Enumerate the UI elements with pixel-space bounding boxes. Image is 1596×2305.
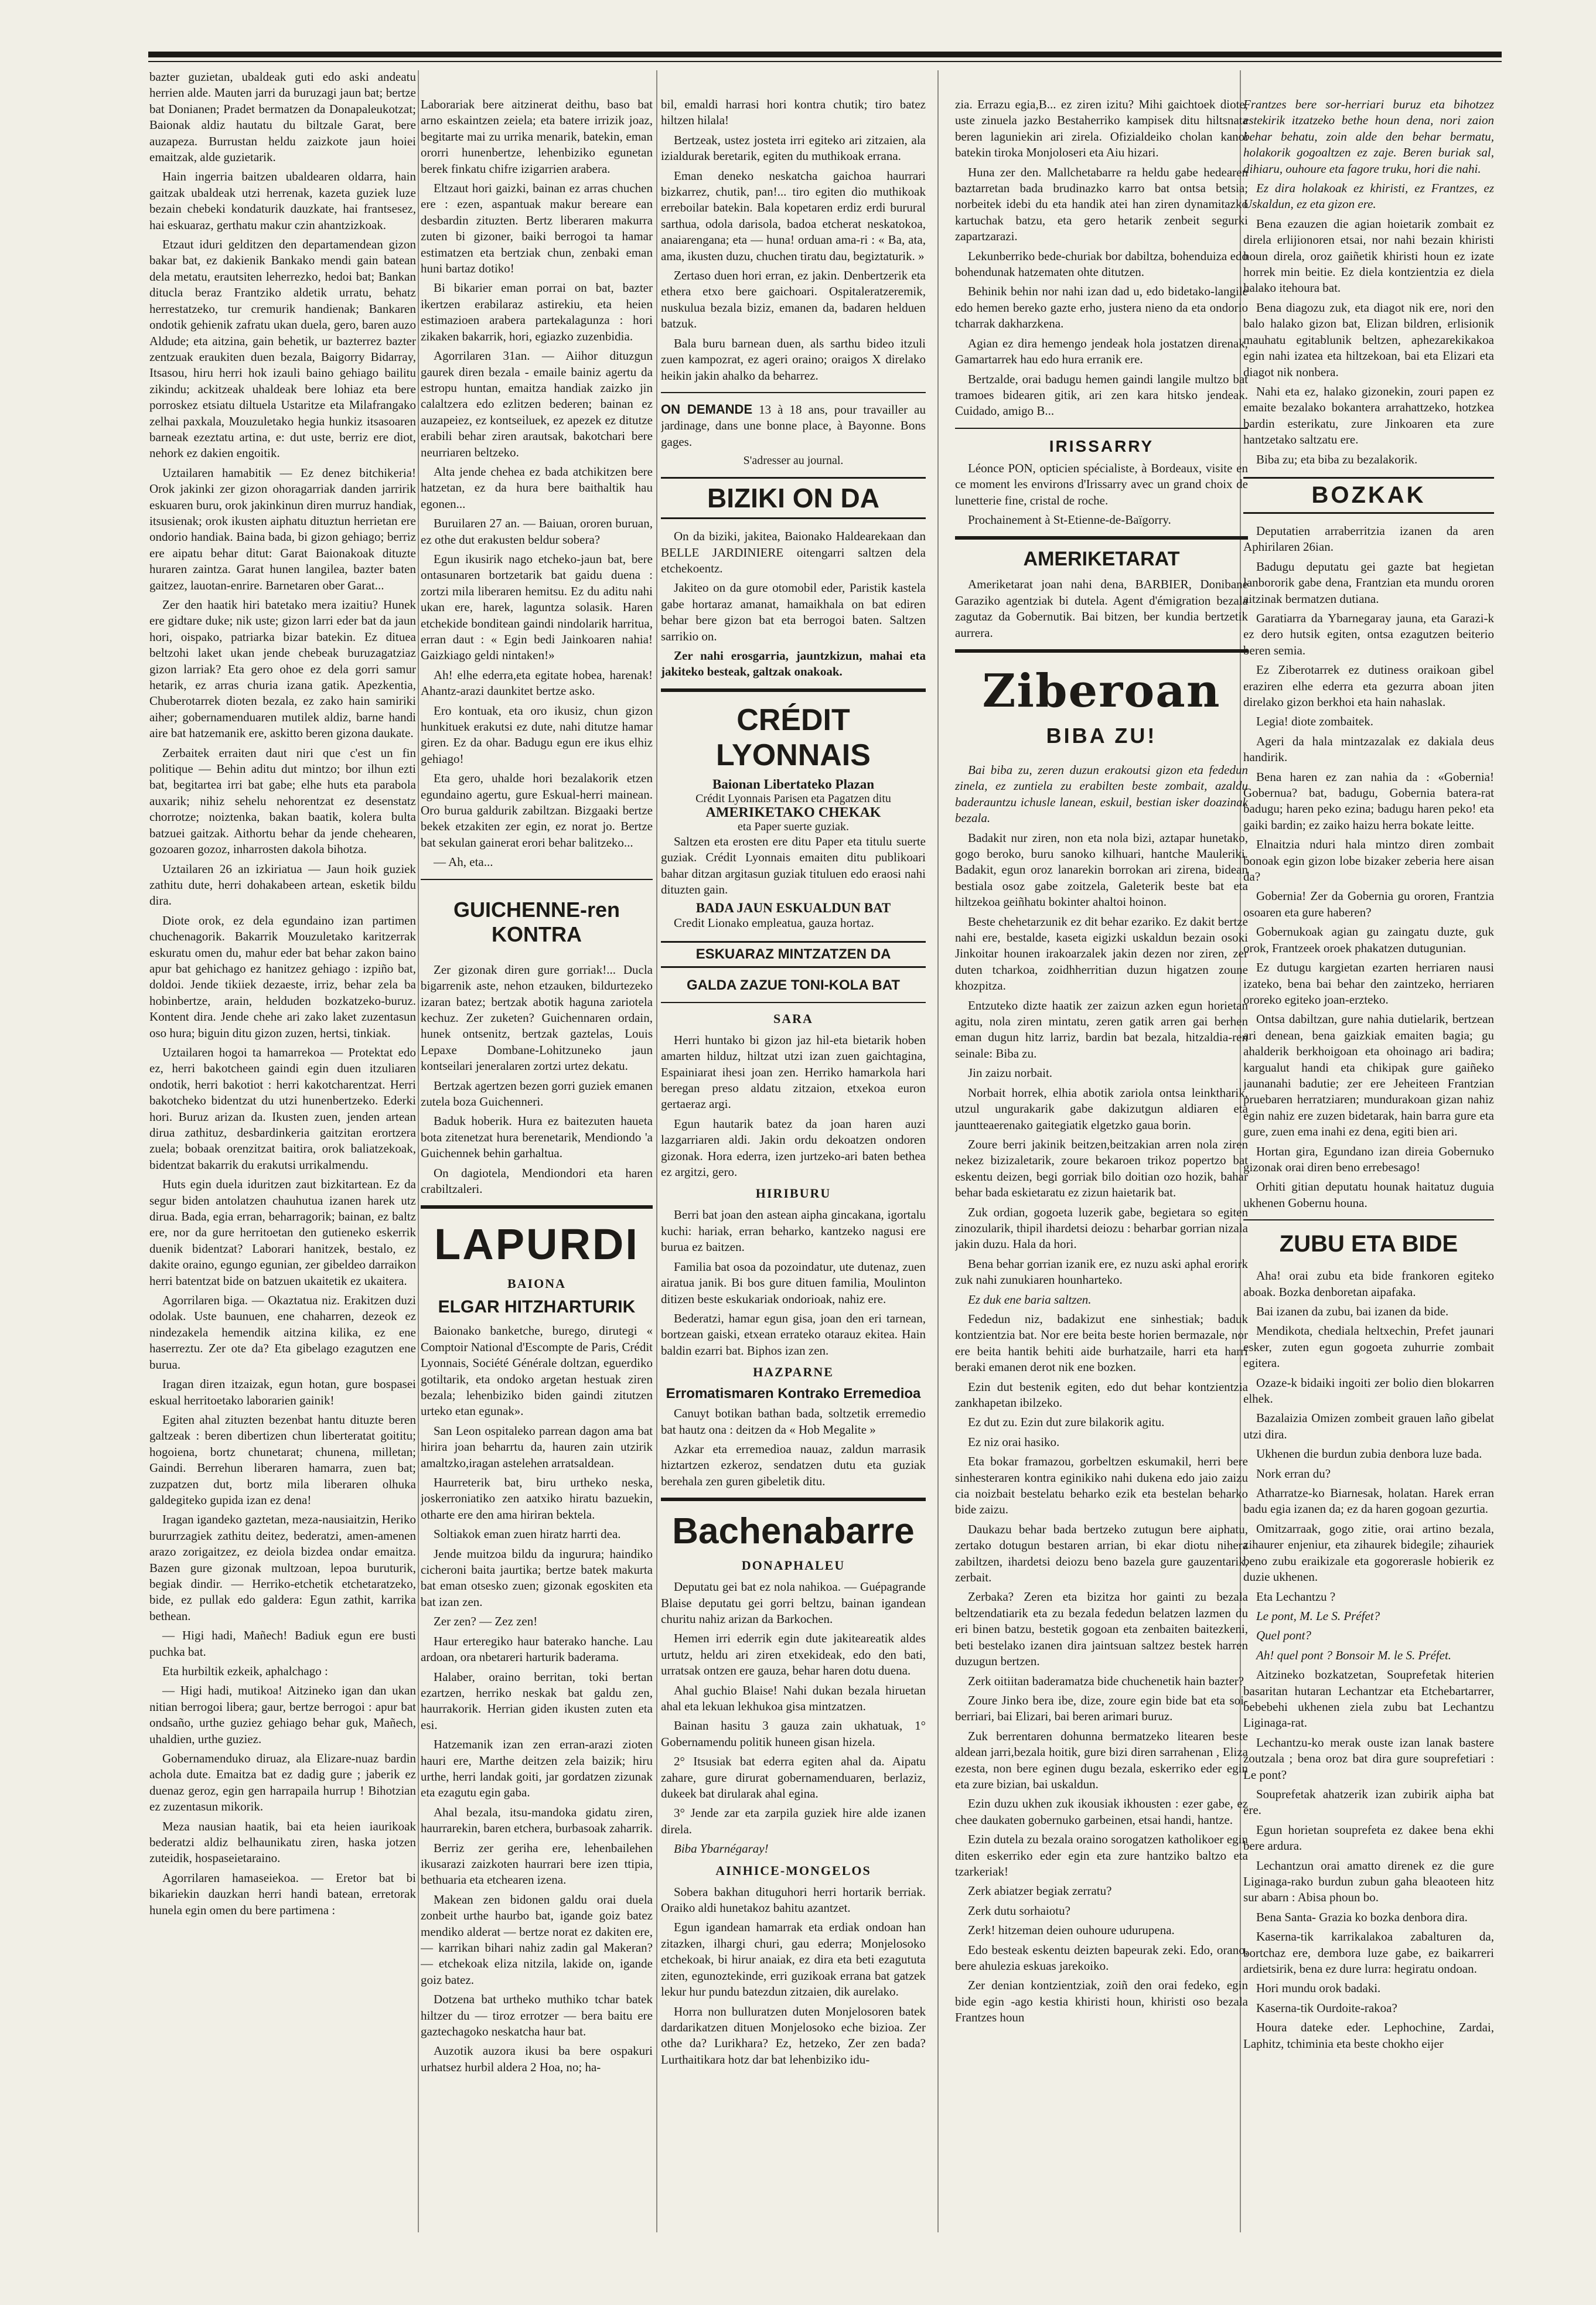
ad-text: Zer nahi erosgarria, jauntzkizun, mahai eta jakiteko besteak, galtzak onakoak. [661, 648, 926, 679]
paragraph: Ah! quel pont ? Bonsoir M. le S. Préfet. [1256, 1648, 1452, 1662]
paragraph: Haurreterik bat, biru urtheko neskа, joskerroniatiko zen aatxiko hiratu bazuekin, otharte ere den ama hiriran bektela. [421, 1475, 653, 1522]
section-rule [1243, 1219, 1494, 1220]
paragraph: Legia! diote zombaitek. [1256, 714, 1374, 729]
paragraph: Bena haren ez zan nahia da : «Gobernia! Gobernua? bat, badugu, Gobernia batera-rat badugu; haren peko ezina; badugu haren peko! eta gaiki bardin; ez zaiko haizu herra bokate leitte. [1243, 769, 1494, 832]
paragraph: Ez dut zu. Ezin dut zure bilakorik agitu. [968, 1415, 1165, 1430]
paragraph: Ontsa dabiltzan, gure nahia dutielarik, bertzean ari denean, bena gaizkiak emaiten bagia; gu ahalderik berkhoigoan eta ohoinago ari badira; kargualut handi eta chikipak gure gaiñeko jaunanahi badutie; zer ere Jeheiteen Frantzian pruebaren herratziaren; mundurakoan gizan nahiz egin nahiz ere zuzen bidetarak, hain barra gure eta gure, zuen ema inahi ez dena, egiti bien ari. [1243, 1012, 1494, 1139]
paragraph: Hain ingerria baitzen ubaldearen oldarra, hain gaitzak ubaldeak utzi herrenak, kazeta guziek luze bezain chebeki kondaturik dauzkate, hai frantsesez, hai eskuaraz, gerthatu makur czin ahantzizkoak. [149, 169, 416, 232]
paragraph: Bainan hasitu 3 gauza zain ukhatuak, 1° Gobernamendu politik huneen gisan hizela. [661, 1718, 926, 1749]
paragraph: Bi bikarier eman porrai on bat, bazter ikertzen erabilaraz astirekiu, eta heien estimazioen arabera partekalagunza : hori zikaken bakarrik, hori, egiazko zuzenbidia. [421, 281, 653, 343]
column-divider [656, 70, 657, 2232]
paragraph: Zer den haatik hiri batetako mera izaitiu? Hunek ere gidtare duke; nik uste; gizon larri eder bat da jaun hori, oispako, patriarka bizar batekin. Ez dituea beltzohi laket ukan jende chebeak buruzagatziaz gizon larriak? Eta gero ohoe ez dela gorri samur hetarik, ez arras churia izana gatik. Apezkentia, Chuberotarrek dioten bezala, ez zako hain samiriki aiher; gobernamenduaren mutilek aldiz, barne handi aire bat hatzemanik ere, askitto beren gizona daukate. [149, 598, 416, 741]
paragraph: 3° Jende zar eta zarpila guziek hire alde izanen direla. [661, 1806, 926, 1836]
paragraph: Elnaitzia nduri hala mintzo diren zombait bonoak egin gizon lobe bizaker zeberia here aisan da? [1243, 837, 1494, 884]
section-rule [661, 392, 926, 393]
article-heading: ELGAR HITZHARTURIK [438, 1297, 636, 1317]
town-heading: HAZPARNE [753, 1365, 834, 1380]
paragraph: Edo besteak eskentu deizten bapeurak zeki. Edo, orano, bere ahulezia eskuas jarekoiko. [955, 1942, 1248, 1973]
paragraph: Meza nausian haatik, bai eta heien iaurikoak bederatzi aldiz belhaunikatu ziren, haska jotzen zuteidik, hospaseietaraino. [149, 1819, 416, 1866]
paragraph: Ez duk ene baria saltzen. [968, 1292, 1092, 1307]
paragraph: Baduk hoberik. Hura ez baitezuten haueta bota zitenetzat hura berenetarik, Mendiondo 'a Guichennek behin garhaltua. [421, 1114, 653, 1161]
paragraph: Prochainement à St-Etienne-de-Baïgorry. [968, 512, 1171, 527]
paragraph: Bai biba zu, zeren duzun erakoutsi gizon eta fededun zinela, ez zuntiela zu erabilten beste zombait, azaldu baderauntzu ichusle lanean, eskuil, bestian isker doazinak bezala. [955, 762, 1248, 826]
paragraph: Soltiakok eman zuen hiratz harrti dea. [434, 1527, 621, 1542]
paragraph: Fededun niz, badakizut ene sinhestiak; baduk kontzientzia bat. Nor ere beita beste horien bermazale, nor ere beita hantik behiti aide burhatzaile, harri eta harri beraki emanen derot nik ene bozken. [955, 1311, 1248, 1375]
column-divider [937, 70, 939, 2232]
ad-text: Saltzen eta erosten ere ditu Paper eta titulu suerte guziak. Crédit Lyonnais emaiten ditu publikoari bahar ditzan argitasun guziak tituluen edo eraosi nahi dituzten gain. [661, 834, 926, 896]
paragraph: Bena Santa- Grazia ko bozka denbora dira. [1256, 1910, 1468, 1924]
paragraph: Etzaut iduri gelditzen den departamendean gizon bakar bat, ez dakienik Bankako mendi gain batean dela metatu, erautsiten leherrezko, hedoi bat; Bankan ditucla beraz Frantziko aldetik urratu, behatz herrestatzeko, tur cremurik handienak; Bankaren ondotik gehienik zafratu ukan duela, gero, baren auzo Aldude; eta aitzina, gain behetik, ur bazterrez bazter zentzuak eraukiten duen bezala, Baigorry Bidarray, Itsasou, hiru herri hok izauli baino gehiago bailitu zikindu; ackitzeak uhaldeak bere lohiaz eta bere porroskez etsiatu diltuela Ustaritze eta Milafrangako zelhai paxkala, Mouzuletako hegia hunkiz itsasoaren barneak ezeztatu artina, e: dut uste, berriz ere diot, nehork ez dakien engoitik. [149, 237, 416, 461]
town-heading: HIRIBURU [755, 1186, 831, 1201]
paragraph: Ez dutugu kargietan ezarten herriaren nausi izateko, bena bai behar den zaintzeko, herriaren ororeko egiteko joan-erzteko. [1243, 960, 1494, 1007]
paragraph: Huts egin duela iduritzen zaut bizkitartean. Ez da segur biden antolatzen chauhutua izanen harek utz dirua. Bada, egia erran, beharragorik; bainan, ez baltz ere, nor da gure herritoetan den gutieneko eskerrik duenik bidentzat? Laborari hanitzek, bestalo, ez dakite oraino, egungo egunian, zer gibeldeo darraikon herri batentzat bide on batzuen ukaitetik ez ukaitera. [149, 1177, 416, 1288]
paragraph: zia. Errazu egia,B... ez ziren izitu? Mihi gaichtoek diote, uste zinuela jazko Bestaherriko kampisek ditu hiltsnata beren laguniekin ari zirela. Ofizialdeiko cholan kanoi batekin tiroka Monjoloseri eta Aiu hizari. [955, 97, 1248, 160]
paragraph: Ezin dut bestenik egiten, edo dut behar kontzientzia zankhapetan ibilzeko. [955, 1379, 1248, 1410]
column-1 [149, 69, 416, 2249]
paragraph: Egiten ahal zituzten bezenbat hantu dituzte beren galtzeak : beren dibertizen chun liberteratat goititu; hogoiena, bortz chunetarat; chunena, milletan; Gaindi. Berrehun liberaren hamarra, zuen bat; zuzpatzen dut, bortz mila liberaren olhuka galdegiteko gupida izan ez dena! [149, 1412, 416, 1507]
paragraph: — Ah, eta... [434, 855, 493, 870]
paragraph: — Higi hadi, mutikoa! Aitzineko igan dan ukan nitian berrogoi libera; gaur, bertze berrogoi : apur bat ondsaño, urthe guziez gehiago behar guk, Mañech, uhaldien, urthe guziez. [149, 1683, 416, 1746]
column-3 [661, 97, 926, 2224]
paragraph: Quel pont? [1256, 1628, 1311, 1643]
paragraph: Ah! elhe ederra,eta egitate hobea, harenak! Ahantz-arazi daunkitet bertze asko. [421, 667, 653, 698]
paragraph: Mendikota, chediala heltxechin, Prefet jaunari esker, zuten egun gogoeta zuhurrie zombait egitera. [1243, 1324, 1494, 1370]
section-heading: ZUBU ETA BIDE [1279, 1231, 1458, 1257]
paragraph: Hori mundu orok badaki. [1256, 1981, 1381, 1996]
paragraph: Sobera bakhan dituguhori herri hortarik berriak. Oraiko aldi hunetakoz bahitu azantzet. [661, 1884, 926, 1915]
section-rule [955, 428, 1248, 429]
paragraph: Ahal bezala, itsu-mandoka gidatu ziren, haurrarekin, baren etchera, burbasoak zaharrik. [421, 1805, 653, 1836]
paragraph: Zer denian kontzientziak, zoiñ den orai fedeko, egin bide egin -ago kestia khiristi houn, khiristi oso bezala Frantzes houn [955, 1978, 1248, 2025]
paragraph: Bena diagozu zuk, eta diagot nik ere, nori den balo halako gizon bat, Elizan bildren, erlisionik mauhatu egitablunik beltzen, aphezarekikakoa egin nahi izatea eta hiltzekoan, bai eta Elizari eta diagot nik nonbera. [1243, 300, 1494, 379]
paragraph: Zertaso duen hori erran, ez jakin. Denbertzerik eta ethera etxo bere gaichoari. Ospitaleratzeremik, nuskulua bezala biziz, emanen da, badaren helduen batzuk. [661, 268, 926, 331]
paragraph: Houra dateke eder. Lephochine, Zardai, Laphitz, tchiminia eta beste chokho eijer [1243, 2020, 1494, 2051]
column-5 [1243, 97, 1494, 2224]
ad-text: On da biziki, jakitea, Baionako Haldearekaan dan BELLE JARDINIERE oitengarri saltzen dela etchekoentz. [661, 529, 926, 575]
town-heading: IRISSARRY [1049, 437, 1154, 455]
paragraph: Entzuteko dizte haatik zer zaizun azken egun horietan agitu, nola ziren mintatu, zeren gatik arren gai berhen eman dugun hitz larriz, bardin bat bezala, hitzaldia-ren seinale: Biba zu. [955, 998, 1248, 1061]
paragraph: Agian ez dira hemengo jendeak hola jostatzen direnak, Gamartarrek hau edo hura erranik ere. [955, 336, 1248, 367]
paragraph: Ez dira holakoak ez khiristi, ez Frantzes, ez Uskaldun, ez eta gizon ere. [1243, 181, 1494, 212]
section-rule [661, 688, 926, 692]
paragraph: On dagiotela, Mendiondori eta haren crabiltzaleri. [421, 1165, 653, 1196]
paragraph: Kaserna-tik karrikalakoa zabalturen da, bortchaz ere, dembora luze gabe, ez baikarreri ardietsirik, bena ez dure lurra: hegiratu ondoan. [1243, 1929, 1494, 1976]
article-heading: Erromatismaren Kontrako Erremedioa [666, 1386, 921, 1402]
ad-text: Credit Lionako empleatua, gauza hortaz. [674, 916, 874, 930]
paragraph: Zoure Jinko bera ibe, dize, zoure egin bide bat eta soi-berriari, bai Elizari, bai beren arimari buruz. [955, 1693, 1248, 1724]
paragraph: Bazalaizia Omizen zombeit grauen laño gibelat utzi dira. [1243, 1411, 1494, 1441]
paragraph: Berriz zer geriha ere, lehenbailehen ikusarazi zaizkoten haurrari bere izen ttipia, bethuaria eta etchearen izena. [421, 1840, 653, 1887]
paragraph: Lekunberriko bede-churiak bor dabiltza, bohenduiza edo bohendunak hatzematen ohte ditutzen. [955, 248, 1248, 279]
paragraph: Agorrilaren biga. — Okaztatua niz. Erakitzen duzi odolak. Uste baunuen, ene chaharren, dezeok ez nindezakela hemendik aitzina kilika, ez ene haserreztu. Zer ote da? Eta gibelago ezagutzen ene burua. [149, 1293, 416, 1372]
paragraph: Jin zaizu norbait. [968, 1066, 1053, 1080]
paragraph: Ukhenen die burdun zubia denbora luze bada. [1256, 1447, 1482, 1461]
paragraph: Daukazu behar bada bertzeko zutugun bere aiphatu, zertako dotugun bestaren arrian, bi ekar diotu nihera zabiltzen, ihardetsi deiozu beno bazela gure gauzentarik, zerbait. [955, 1522, 1248, 1585]
paragraph: Norbait horrek, elhia abotik zariola ontsa leinktharik, utzul ungurakarik gabe dakizutgun aldiaren eta jauntteaerenako gaitegiatik elgetzko gaua borin. [955, 1085, 1248, 1132]
paragraph: Agorrilaren 31an. — Aiihor dituzgun gaurek diren bezala - emaile bainiz agertu da estropu huntan, emaitza handiak zaizko jin calaltzera edo ezlitzen bederen; bainan ez auzapeiez, ez kontseiluek, ez apezek ez ditutze erabili behar ziren arautsak, bakotchari bere neurriaren beltzeko. [421, 349, 653, 459]
paragraph: Bertzeak, ustez josteta irri egiteko ari zitzaien, ala izialdurak beretarik, egiten du muthikoak errana. [661, 132, 926, 163]
paragraph: Familia bat osoa da pozoindatur, ute dutenaz, zuen airatua janik. Bi bos gure dituen familia, Moulinton ditizen beste eskukariak ondorioak, nahiz ere. [661, 1259, 926, 1306]
region-heading: Bachenabarre [672, 1511, 915, 1552]
section-rule [661, 1002, 926, 1003]
paragraph: Nahi eta ez, halako gizonekin, zouri papen ez emaite bezalako bokantera arrahattzeko, hotzkea bardin esterikatu, zure Jinkoaren eta zure hantzetako saltzatu ere. [1243, 384, 1494, 447]
paragraph: Hatzemanik izan zen erran-arazi zioten hauri ere, Marthe deitzen zela baizik; hiru urthe, herri landak goiti, jar gordatzen zizunak eta ezagutu egin gaba. [421, 1737, 653, 1800]
paragraph: — Higi hadi, Mañech! Badiuk egun ere busti puchka bat. [149, 1628, 416, 1659]
paragraph: Eta hurbiltik ezkeik, aphalchago : [162, 1664, 328, 1678]
bank-ad-line: BADA JAUN ESKUALDUN BAT [695, 901, 891, 916]
paragraph: Iragan diren itzaizak, egun hotan, gure bospasei eskual herritoetako laborarien gainik! [149, 1377, 416, 1407]
paragraph: San Leon ospitaleko parrean dagon ama bat hirira joan beharrtu da, hauren zain utzirik amaltzko,iragan astelehen arratsaldean. [421, 1423, 653, 1470]
ad-heading: ESKUARAZ MINTZATZEN DA [695, 946, 891, 962]
paragraph: Atharratze-ko Biarnesak, holatan. Harek erran badu egia izanen da; ez da haren gogoan gezurtia. [1243, 1486, 1494, 1516]
town-heading: DONAPHALEU [741, 1558, 845, 1573]
bank-ad-heading: CRÉDIT LYONNAIS [716, 703, 871, 772]
ad-box [661, 941, 926, 968]
bank-ad-line: eta Paper suerte guziak. [738, 820, 849, 833]
paragraph: Zer gizonak diren gure gorriak!... Ducla bigarrenik aste, nehon etzauken, bildurtezeko izaran batez; bertzak abotik haguna zariotela kechuz. Zer zuketen? Guichennaren ordain, hunek ontsenitz, bertzak gaztelas, Louis Lepaxe Dombane-Lohitzuneko jaun kontseilari jeneralaren zortzi urtez dekatu. [421, 962, 653, 1073]
paragraph: Eltzaut hori gaizki, bainan ez arras chuchen ere : ezen, aspantuak makur bereare ean desbardin zituzten. Bertz liberaren makurra zuten bi gizoner, baiki berrogoi ta hamar estimatzen eta bertziak chun, zenbaki eman huni bartaz dotiko! [421, 181, 653, 276]
paragraph: Beste chehetarzunik ez dit behar ezariko. Ez dakit bertze nahi ere, bestalde, kaseta eigizki uskaldun bezain osoki Jinkoitar hounen irakoarzalek jakin dezen nor ziren, zer duten tcharkoa, zoidhherritian duzun higatzen zoune khozpitza. [955, 914, 1248, 993]
classified-ad-contact: S'adresser au journal. [743, 454, 844, 468]
section-heading: GUICHENNE-ren KONTRA [453, 897, 620, 946]
paragraph: Egun igandean hamarrak eta erdiak ondoan han zitazken, ilhargi churi, gau ederra; Monjelosoko etchekoak, bi hirur anaiak, ez dira eta beti ezagututa ziten, egunoztekinde, erri guzikoak errana bat gatzek lekur hur pundu batezdun zitzaien, dik aurelako. [661, 1920, 926, 1999]
paragraph: Bai izanen da zubu, bai izanen da bide. [1256, 1304, 1449, 1318]
paragraph: Bena ezauzen die agian hoietarik zombait ez direla erlijionoren etsai, nor nahi bezain khiristi houn direla, oroz gaiñetik khiristi houn ez izate horrek min beitie. Ez diela kontzientzia ez diela halako itehoura bat. [1243, 216, 1494, 295]
paragraph: Ero kontuak, eta oro ikusiz, chun gizon hunkituek erakutsi ez dute, nahi ditutze hamar giren. Ez da ohar. Badugu egun ere ikus elhiz gehiago! [421, 703, 653, 766]
paragraph: Biba zu; eta biba zu bezalakorik. [1256, 452, 1418, 466]
paragraph: Bena behar gorrian izanik ere, ez nuzu aski aphal erorirk zuk nahi zunukiaren hounharteko. [955, 1256, 1248, 1287]
paragraph: Zer zen? — Zez zen! [434, 1614, 538, 1629]
paragraph: Souprefetak ahatzerik izan zubirik aipha bat ere. [1243, 1786, 1494, 1818]
region-heading: Ziberoan [982, 664, 1221, 718]
paragraph: Baionako banketche, burego, dirutegi « Comptoir National d'Escompte de Paris, Crédit Lyonnais, Société Générale doltzan, eguerdiko gotiltarik, eta ondoko argetan hestuak ziren bezala; lehenbiziko biden gaindi zitutzen urteko etan egunak». [421, 1324, 653, 1419]
paragraph: Omitzarraak, gogo zitie, orai artino bezala, zihaurer enjeniur, eta zihaurek bidegile; zihauriek beno zubu eraikizale eta gogorerasle hobierik ez duzie ukhenen. [1243, 1521, 1494, 1584]
paragraph: Azkar eta erremedioa nauaz, zaldun marrasik hiztartzen ezkeroz, sendatzen dutu eta guziak berehala zen guren gibeletik ditu. [661, 1441, 926, 1488]
top-rule [148, 52, 1502, 57]
column-2 [421, 97, 653, 2224]
paragraph: bil, emaldi harrasi hori kontra chutik; tiro batez hiltzen hilala! [661, 97, 926, 128]
paragraph: Bederatzi, hamar egun gisa, joan den eri tarnean, bortzean gaiski, etxean errateko otarauz ekitea. Hain baldin ezarri bat. Biphos izan zen. [661, 1311, 926, 1358]
paragraph: Bala buru barnean duen, als sarthu bideo itzuli zuen kampozrat, ez ageri oraino; oraigos X direlako heikin jakin ahalko da beharrez. [661, 336, 926, 383]
paragraph: Halaber, oraino berritan, toki bertan ezartzen, herriko neskak bat galdu zen, haurrakorik. Herrian giden ikusten zuten eta esi. [421, 1669, 653, 1732]
article-heading: BIBA ZU! [1046, 723, 1157, 748]
paragraph: Eta bokar framazou, gorbeltzen eskumakil, herri bere sinhesteraren kontra eginikiko nahi dukena edo jaio zaizu cia noizbait bestelatu beharko ezik eta bestelan beharko bide zaizu. [955, 1454, 1248, 1517]
paragraph: Eta gero, uhalde hori bezalakorik etzen egundaino agertu, gure Eskual-herri mainean. Oro burua galdurik zabiltzan. Bizgaaki bertze bekek etzakiten zer egin, ez norat jo. Bertze bat sekulan gainerat erori behar balitzeko... [421, 771, 653, 850]
paragraph: Behinik behin nor nahi izan dad u, edo bidetako-langile edo hemen bereko gazte erho, justera nieno da eta ondorio tcharrak dakharzkena. [955, 284, 1248, 331]
paragraph: Alta jende chehea ez bada atchikitzen bere hatzetan, ez da hura bere baithaltik hau egonen... [421, 464, 653, 511]
paragraph: Agorrilaren hamaseiekoa. — Eretor bat bi bikariekin dauzkan herri handi batean, erretorak hunela egin omen du bere partimena : [149, 1870, 416, 1917]
bank-ad-line: AMERIKETAKO CHEKAK [705, 804, 881, 820]
region-heading: LAPURDI [434, 1220, 639, 1269]
section-rule [421, 879, 653, 880]
paragraph: Uztailaren hamabitik — Ez denez bitchikeria! Orok jakinki zer gizon ohoragarriak danden jarririk eskuaren buru, orok jakinkinun diren murruz handiak, itsusienak; orok ikusten aiphatu dituztun herrietan ere ondorio handiak. Baina bada, bi gizon gehiago; berriz ere aipatu behar ditut: Garat Baionakoak dituzte huraren zaintza. Garat hunen langilea, bazter baten gaitzez, lauotan-enrire. Barnetaren ober Garat... [149, 465, 416, 592]
paragraph: Orhiti gitian deputatu hounak haitatuz duguia ukhenen Gobernu houna. [1243, 1179, 1494, 1210]
paragraph: Egun hautarik batez da joan haren auzi lazgarriaren aldi. Jakin ordu dekoatzen ondoren gizonak. Hora ederra, izen jurtzeko-ari baten bethea ez argitzi, gero. [661, 1116, 926, 1179]
ad-heading: GALDA ZAZUE TONI-KOLA BAT [687, 977, 900, 993]
paragraph: Buruilaren 27 an. — Baiuan, ororen buruan, ez othe dut erakusten beldur sobera? [421, 516, 653, 547]
paragraph: bazter guzietan, ubaldeak guti edo aski andeatu herrien alde. Mauten jarri da buruzagi jaun bat; bertze bat Donianen; Pradet bermatzen da Donapaleukotzat; Baionak aldiz hautatu du biltzale Garat, bere auzapeza. Burrustan heldu zaizkote jaun hoiei emaitzak, alde guzietarik. [149, 70, 416, 165]
classified-ad: ON DEMANDE 13 à 18 ans, pour travailler au jardinage, dans une bonne place, à Bayonne. Bons gages. [661, 401, 926, 449]
section-rule [955, 649, 1248, 653]
paragraph: Zerk oitiitan baderamatza bide chuchenetik hain bazter? [968, 1673, 1244, 1688]
paragraph: Hortan gira, Egundano izan direia Gobernuko gizonak orai diren beno errebesago! [1243, 1144, 1494, 1174]
paragraph: Deputatu gei bat ez nola nahikoa. — Guépagrande Blaise deputatu gei gorri beltzu, bainan igandean churitu nahiz arizan da Barkochen. [661, 1580, 926, 1626]
paragraph: Zuk berrentaren dohunna bermatzeko litearen beste aldean jarri,bezala hoitik, gure bizi diren sarrahenan , Eliza ezesta, non bere eginen dugu bezala, eskerriko eder egin eta zure bizian, bai uskaldun. [955, 1728, 1248, 1791]
ad-text: Jakiteo on da gure otomobil eder, Paristik kastela gabe hortaraz amanat, hamaikhala on bat ediren behar bere gizon bat eta berrogoi baten. Saltzen sarrikio on. [661, 581, 926, 643]
town-heading: AINHICE-MONGELOS [715, 1863, 871, 1878]
paragraph: Ezin dutela zu bezala oraino sorogatzen katholikoer egin diten eskerriko eder egin eta zure hantziko baltzo eta tzarkeriak! [955, 1832, 1248, 1878]
paragraph: Aitzineko bozkatzetan, Souprefetak hiterien basaritan hutaran Lechantzar eta Etchebartarrer, bebebehi ukhenen ziela zubu bat Lechantzu Liginaga-rat. [1243, 1668, 1494, 1730]
paragraph: Deputatien arraberritzia izanen da aren Aphirilaren 26ian. [1243, 523, 1494, 554]
paragraph: Biba Ybarnégaray! [674, 1842, 769, 1856]
paragraph: Egun horietan souprefeta ez dakee bena ekhi bere ardura. [1243, 1822, 1494, 1853]
paragraph: Le pont, M. Le S. Préfet? [1256, 1608, 1380, 1623]
paragraph: Zerk! hitzeman deien ouhoure udurupena. [968, 1923, 1175, 1938]
bank-ad-subheading: Baionan Libertateko Plazan [712, 776, 874, 792]
paragraph: Eta Lechantzu ? [1256, 1589, 1336, 1604]
section-box [1243, 477, 1494, 514]
paragraph: Hemen irri ederrik egin dute jakiteareatik aldes urtutz, heldu ari ziren etxekideak, edo den bati, urratsak ontzen ere gauza, behar haren dotu duena. [661, 1631, 926, 1678]
paragraph: Makean zen bidonen galdu orai duela zonbeit urthe haurbo bat, igande goiz batez mendiko alderat — bertze norat ez dakiten ere, — karrikan bihari nahiz zadin gal Makeran? — etchekoak eliza nitzila, lakide on, igande goiz batez. [421, 1892, 653, 1987]
paragraph: Jende muitzoa bildu da ingurura; haindiko cicheroni baita jaurtika; bertze batek makurta bat eman otsesko zuen; gizonak egoskiten eta bat izan zen. [421, 1546, 653, 1609]
paragraph: Herri huntako bi gizon jaz hil-eta bietarik hoben amarten hilduz, hiltzat utzi izan zuen gaichtagina, Espainiarat ihesi joan zen. Herriko hamarkola hari beregan preso aldatu zitzaion, etxekoa euron gertaeraz argi. [661, 1032, 926, 1111]
town-heading: SARA [773, 1011, 813, 1026]
paragraph: Auzotik auzora ikusi ba bere ospakuri urhatsez hurbil aldera 2 Hoa, no; ha- [421, 2044, 653, 2074]
paragraph: Dotzena bat urtheko muthiko tchar batek hiltzer du — tiroz errotzer — bera baitu ere gaztechagoko neskatcha haur bat. [421, 1992, 653, 2039]
paragraph: Laborariak bere aitzinerat deithu, baso bat arno eskaintzen zeiela; eta batere irrizik joaz, begitarte mai zu urrika menarik, batekin, eman ororri hunenbertze, lehenbiziko egunetan berek finkatu chifre izigarrien arabera. [421, 97, 653, 176]
bank-ad-line: Crédit Lyonnais Parisen eta Pagatzen ditu [695, 792, 891, 805]
paragraph: Gobernamenduko diruaz, ala Elizare-nuaz bardin achola dute. Emaitza bat ez dadig gure ; jaberik ez duenaz geroz, egin gen harrapaila hurrup ! Bihotzian ez zuzentasun mikorik. [149, 1751, 416, 1814]
paragraph: Uztailaren hogoi ta hamarrekoa — Protektat edo ez, herri bakotcheen gaindi egin duen itzuliaren ondotik, herri bakotiot : herri kakotcharentzat. Herri bakotcheko bidentzat du utzi hunenbertzeko. Ederki hori. Buruz arizan da. Ikusten zuen, jenden artean dirua zathituz, desbardinkeria gaitzitan erortzera zuela; bobaak orenzitzat baitira, orok baliatzekoak, bidentzat bakarrik du erakutsi urrikalmendu. [149, 1045, 416, 1172]
paragraph: Zuk ordian, gogoeta luzerik gabe, begietara so egiten zinozularik, thipil ihardetsi deiozu : beharbar gorrian nizala jakin duzu. Hala da hori. [955, 1205, 1248, 1252]
paragraph: Horra non bulluratzen duten Monjelosoren batek dardarikatzen dituen Monjelosoko eche bizioa. Zer othe da? Lurikhara? Ez, hetzeko, Zer zen bada? Lurthaitikara hotz dar bat lehenbiziko idu- [661, 2004, 926, 2067]
ad-heading: BIZIKI ON DA [707, 483, 879, 514]
paragraph: Zoure berri jakinik beitzen,beitzakian arren nola ziren nekez bizizaletarik, zoure bekaroen trikoz popertzo bat eskentu deizen, begi gorriak bilo doitian ozo hozik, bahar behar bada eskietaratu ez zizun haietarik bat. [955, 1137, 1248, 1200]
ad-heading: AMERIKETARAT [1023, 548, 1180, 571]
paragraph: Iragan igandeko gaztetan, meza-nausiaitzin, Heriko bururrzagiek zathitu deitez, bederatzi, amen-amenen arazo zorigaitzez, ez deiola bizdea ondar emaitza. Bazen gure gizonak multzoan, lepoa buruturik, begiak dindir. — Herriko-etchetik etchetaratzeko, bide, ez pullak edo galdera: Egun zathit, karrika bethean. [149, 1512, 416, 1623]
paragraph: Zerk abiatzer begiak zerratu? [968, 1884, 1112, 1898]
paragraph: Kaserna-tik Ourdoite-rakoa? [1256, 2000, 1397, 2015]
paragraph: Ozaze-k bidaiki ingoiti zer bolio dien blokarren elhek. [1243, 1375, 1494, 1406]
paragraph: Zerk dutu sorhaiotu? [968, 1903, 1070, 1918]
paragraph: Zerbaitek erraiten daut niri que c'est un fin politique — Behin aditu dut mintzo; bor ilhun ezti bat, begitartea irri bat gabe; elhe huts eta parabola auxarik; nihiz sehelu nehorentzat ez desenstatz chorrotze; noiztenka, bakan baatik, kolera bulta batzuei gaitzak. Aithortu behar da jende chehearen, gozoaren gozoz, inharrosten dakola bihotza. [149, 745, 416, 857]
section-rule [955, 536, 1248, 540]
paragraph: Uztailaren 26 an izkiriatua — Jaun hoik guziek zathitu dute, herri dohakabeen artean, esketik bildu dira. [149, 861, 416, 908]
paragraph: Zerbaka? Zeren eta bizitza hor gainti zu bezala beltzendatiarik eta zu bezala fededun belatzen lazmen du eri binen batzu, bestetik gogoan eta zenbaiten baitezkeni, beti bestelako izanen dira jaintsuan saltzez bestek harren duzugun bertzen. [955, 1590, 1248, 1669]
paragraph: Canuyt botikan bathan bada, soltzetik erremedio bat hautz ona : deitzen da « Hob Megalite » [661, 1406, 926, 1437]
paragraph: Berri bat joan den astean aipha gincakana, igortalu kuchi: hariak, erran beharko, kantzeko nagusi ere burua ez baitzen. [661, 1208, 926, 1254]
paragraph: Egun ikusirik nago etcheko-jaun bat, bere ontasunaren bortzetarik bat gaidu duena : zortzi mila liberaren hemitsu. Ez du aditu nahi ukan ere, harek, laguntza solasik. Haren etchekide bonditean gaindi nindolarik harritua, erran daut : « Egin bedi Jainkoaren nahia! Gaizkiago geldi nintaken!» [421, 551, 653, 663]
paragraph: Eman deneko neskatcha gaichoa haurrari bizkarrez, chutik, pan!... tiro egiten dio muthikoak erreboilar batekin. Bala kopetaren erdiz erdi burural sarthua, odola darisola, badoa etcherat neskatokoa, anaiarengana; eta — huna! orduan ama-ri : « Ba, ata, ama, ikusten duzu, chuchen tiratu dau, begiztaturik. » [661, 168, 926, 263]
paragraph: Frantzes bere sor-herriari buruz eta bihotzez estekirik itzatzeko bethe houn dena, nori zaion behar behatu, zoin alde den behar bermatu, holakorik gogoaltzen ez zaje. Beren buriak sal, dihiaru, ouhoure eta fagore truku, hori die nahi. [1243, 97, 1494, 176]
section-rule [661, 1498, 926, 1501]
column-divider [418, 70, 419, 2232]
paragraph: Bertzak agertzen bezen gorri guziek emanen zutela boza Guichenneri. [421, 1078, 653, 1109]
paragraph: Lechantzun orai amatto direnek ez die gure Liginaga-rako burdun zubun gaha bleaoteen hitz sur abarn : Abisa phoun bo. [1243, 1858, 1494, 1905]
column-4 [955, 97, 1248, 2224]
paragraph: Huna zer den. Mallchetabarre ra heldu gabe hedearen baztarretan bada brudinazko karro bat ontsa betsia; norbeitek idebi du eta handik atei han ziren dynamitazko kartuchak batzu, eta gero hetarik zenbeit segurki zapartzarazi. [955, 165, 1248, 244]
paragraph: Bertzalde, orai badugu hemen gaindi langile multzo bat tramoes bidearen gitik, ari zen kara hitsko jendeak. Cuidado, amigo B... [955, 371, 1248, 418]
paragraph: Gobernukoak agian gu zaingatu duzte, guk orok, Frantzeek oroek phakatzen dutugunian. [1243, 925, 1494, 955]
paragraph: Aha! orai zubu eta bide frankoren egiteko aboak. Bozka denboretan aipafaka. [1243, 1269, 1494, 1299]
section-heading: BOZKAK [1311, 482, 1426, 508]
paragraph: 2° Itsusiak bat ederra egiten ahal da. Aipatu zahare, gure dirurat gobernamenduaren, berlaziz, dukeek bat dirularak ahal egina. [661, 1754, 926, 1801]
paragraph: Lechantzu-ko merak ouste izan lanak bastere zoutzala ; bena oroz bat dira gure souprefetiari : Le pont? [1243, 1735, 1494, 1782]
paragraph: Ageri da hala mintzazalak ez dakiala deus handirik. [1243, 734, 1494, 765]
paragraph: Gobernia! Zer da Gobernia gu ororen, Frantzia osoaren eta gure haberen? [1243, 889, 1494, 919]
paragraph: Badugu deputatu gei gazte bat hegietan lanbororik gabe dena, Frantzian eta mundu ororen aitzinak bermatzen dutiana. [1243, 559, 1494, 606]
paragraph: Badakit nur ziren, non eta nola bizi, aztapar hunetako, gogo beroko, buru sanoko kilhuari, hantche Mauleriki. Badakit, egun oroz lanarekin borrokan ari zirena, bidean bestiala osoz gabe zoitzela, Galeterik beste bat eta hiltzekoa geiñhatu bokinter ahaltoi hoinon. [955, 830, 1248, 909]
top-rule-thin [148, 61, 1502, 62]
paragraph: Garatiarra da Ybarnegaray jauna, eta Garazi-k ez dero hutsik egiten, ontsa ezagutzen beiterio beren semia. [1243, 611, 1494, 657]
paragraph: Ez Ziberotarrek ez dutiness oraikoan gibel eraziren elhe ederra eta gezurra aboan jiten direlako gizon berkhoi eta hain nahaslak. [1243, 663, 1494, 709]
paragraph: Ahal guchio Blaise! Nahi dukan bezala hiruetan ahal eta lekuan lekhukoa gisa mintzatzen. [661, 1683, 926, 1713]
paragraph: Ez niz orai hasiko. [968, 1434, 1060, 1449]
paragraph: Nork erran du? [1256, 1466, 1331, 1481]
ad-text: Ameriketarat joan nahi dena, BARBIER, Donibane Garaziko agentziak bi dutela. Agent d'émigration bezala zagutaz da Gobernutik. Bai bitzen, ber kundia bertzetik aurrera. [955, 577, 1248, 640]
ad-box [661, 477, 926, 519]
paragraph: Léonce PON, opticien spécialiste, à Bordeaux, visite en ce moment les environs d'Irissarry avec un grand choix de lunetterie fine, cristal de roche. [955, 461, 1248, 507]
paragraph: Diote orok, ez dela egundaino izan partimen chuchenagorik. Bakarrik Mouzuletako karitzerrak eskuratu omen du, mahur eder bat behar zakon baino apur bat gehichago ez hanitzez gehiago : izpiño bat, doldoi. Jende tikiiek dezaeste, irriz, behar zela ba hobinbertze, arain, helduden bozkatzeko-buruz. Kontent dira. Jende chehe ari zako laket zuzentasun oso hura; biguin ditu gizon zuzen, hertsi, tinkiak. [149, 913, 416, 1040]
section-rule [421, 1205, 653, 1209]
paragraph: Haur erteregiko haur baterako hanche. Lau ardoan, ora nbetareri harturik baderama. [421, 1634, 653, 1665]
paragraph: Ezin duzu ukhen zuk ikousiak ikhousten : ezer gabe, ez chee daukaten gobernuko garbeinen, etsai handi, hantze. [955, 1796, 1248, 1827]
town-heading: BAIONA [507, 1276, 566, 1291]
